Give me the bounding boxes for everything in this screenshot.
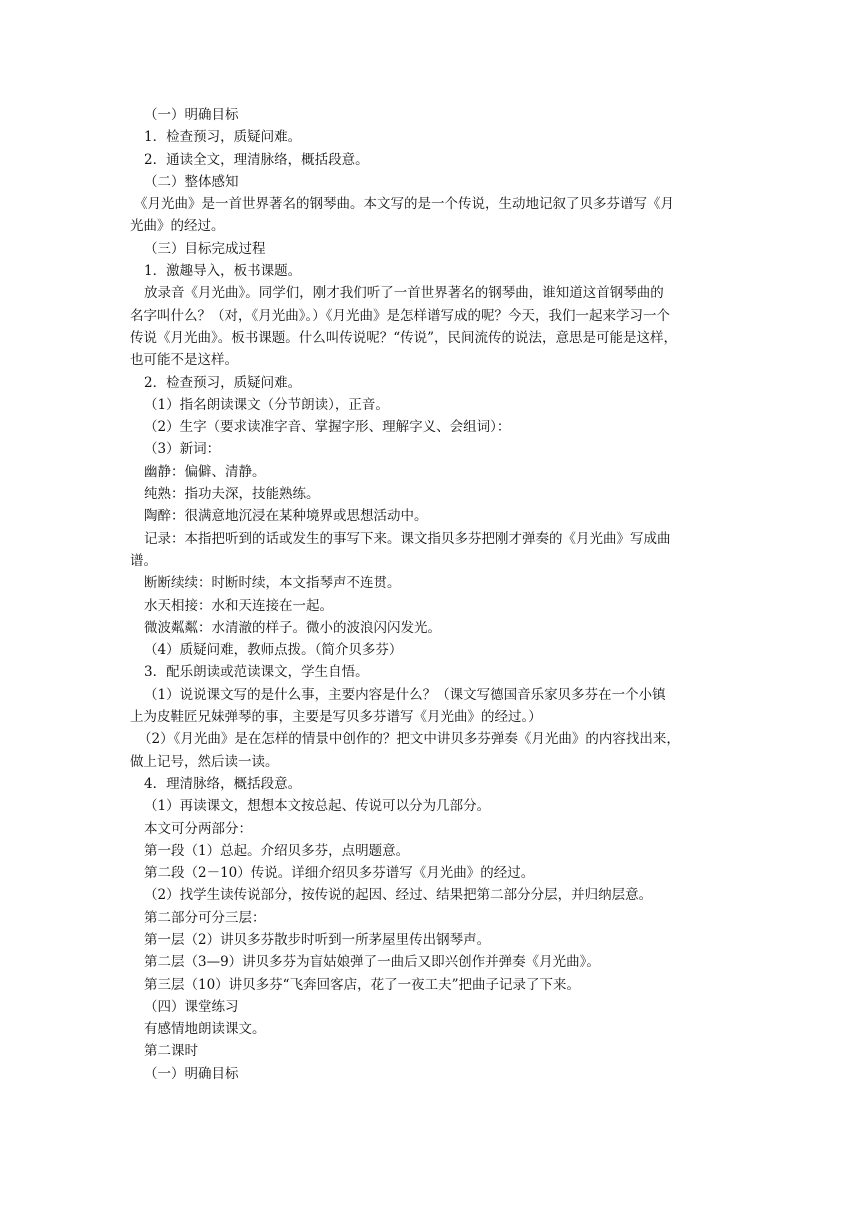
section-heading: 第二课时 (144, 1043, 198, 1060)
text-line: 做上记号，然后读一读。 (130, 753, 279, 770)
document-body (130, 104, 730, 1085)
text-line: 第一层（2）讲贝多芬散步时听到一所茅屋里传出钢琴声。 (144, 931, 491, 948)
text-line: （1）说说课文写的是什么事，主要内容是什么？（课文写德国音乐家贝多芬在一个小镇 (144, 686, 666, 703)
text-line: 第二层（3—9）讲贝多芬为盲姑娘弹了一曲后又即兴创作并弹奏《月光曲》。 (144, 954, 600, 971)
text-line: （2）《月光曲》是在怎样的情景中创作的？把文中讲贝多芬弹奏《月光曲》的内容找出来， (138, 731, 680, 748)
text-line: 谱。 (130, 552, 157, 569)
text-line: 2．通读全文，理清脉络，概括段意。 (144, 151, 369, 168)
section-heading: （一）明确目标 (144, 107, 239, 123)
text-line: （4）质疑问难，教师点拨。（简介贝多芬） (144, 642, 403, 659)
text-line: 名字叫什么？（对，《月光曲》。）《月光曲》是怎样谱写成的呢？今天，我们一起来学习一个 (130, 307, 670, 324)
section-heading: （一）明确目标 (144, 1065, 239, 1082)
text-line: 第一段（1）总起。介绍贝多芬，点明题意。 (144, 842, 410, 859)
section-heading: （三）目标完成过程 (144, 240, 266, 257)
text-line: 1．激趣导入，板书课题。 (144, 263, 302, 280)
text-line: （2）找学生读传说部分，按传说的起因、经过、结果把第二部分分层，并归纳层意。 (144, 887, 653, 904)
section-heading: （四）课堂练习 (144, 998, 239, 1015)
text-line: 幽静：偏僻、清静。 (144, 463, 266, 480)
text-line: 微波粼粼：水清澈的样子。微小的波浪闪闪发光。 (144, 619, 441, 636)
text-line: 放录音《月光曲》。同学们，刚才我们听了一首世界著名的钢琴曲，谁知道这首钢琴曲的 (144, 285, 664, 302)
text-line: 有感情地朗读课文。 (144, 1021, 266, 1038)
text-line: （1）再读课文，想想本文按总起、传说可以分为几部分。 (144, 798, 491, 815)
text-line: 也可能不是这样。 (130, 352, 238, 369)
text-line: （3）新词： (144, 441, 221, 458)
text-line: （2）生字（要求读准字音、掌握字形、理解字义、会组词）： (144, 419, 511, 436)
text-line: 传说《月光曲》。板书课题。什么叫传说呢？“传说”，民间流传的说法，意思是可能是这样， (130, 329, 678, 346)
text-line: 水天相接：水和天连接在一起。 (144, 597, 333, 614)
text-line: 2．检查预习，质疑问难。 (144, 374, 302, 391)
text-line: 本文可分两部分： (144, 820, 252, 837)
text-line: 纯熟：指功夫深，技能熟练。 (144, 486, 320, 503)
text-line: 上为皮鞋匠兄妹弹琴的事，主要是写贝多芬谱写《月光曲》的经过。） (130, 709, 542, 726)
text-line: 第二段（2－10）传说。详细介绍贝多芬谱写《月光曲》的经过。 (144, 865, 535, 882)
text-line: 《月光曲》是一首世界著名的钢琴曲。本文写的是一个传说，生动地记叙了贝多芬谱写《月 (134, 196, 674, 213)
text-line: 记录：本指把听到的话或发生的事写下来。课文指贝多芬把刚才弹奏的《月光曲》写成曲 (144, 530, 671, 547)
text-line: 陶醉：很满意地沉浸在某种境界或思想活动中。 (144, 508, 428, 525)
text-line: 3．配乐朗读或范读课文，学生自悟。 (144, 664, 369, 681)
section-heading: （二）整体感知 (144, 173, 239, 190)
text-line: 第二部分可分三层： (144, 909, 266, 926)
text-line: 第三层（10）讲贝多芬“飞奔回客店，花了一夜工夫”把曲子记录了下来。 (144, 976, 580, 993)
text-line: （1）指名朗读课文（分节朗读），正音。 (144, 396, 389, 413)
text-line: 光曲》的经过。 (130, 218, 225, 235)
text-line: 4．理清脉络，概括段意。 (144, 775, 302, 792)
text-line: 断断续续：时断时续，本文指琴声不连贯。 (144, 575, 401, 592)
text-line: 1．检查预习，质疑问难。 (144, 129, 302, 146)
